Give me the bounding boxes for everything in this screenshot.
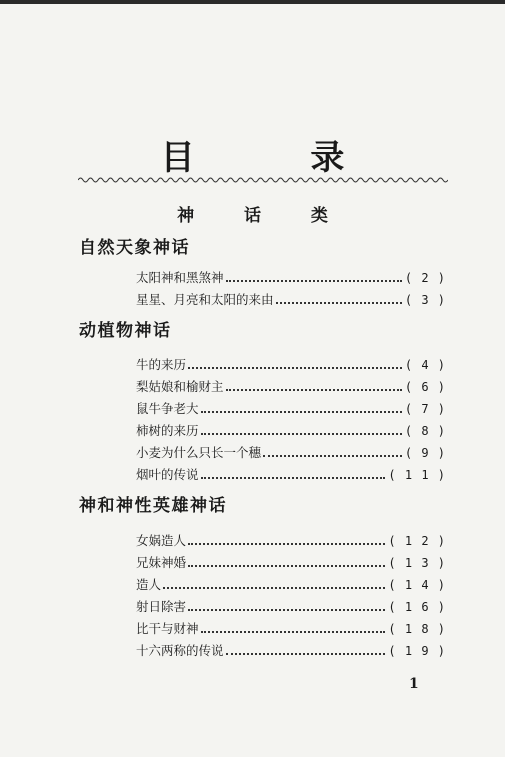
toc-entry-title: 鼠牛争老大 [136, 401, 199, 416]
category-heading: 神 话 类 [177, 206, 350, 226]
toc-entry-page: ( 1 4 ) [388, 578, 446, 592]
toc-entry[interactable] [136, 399, 446, 419]
toc-leader-dots [276, 302, 402, 304]
toc-entry-title: 十六两称的传说 [136, 643, 224, 658]
toc-entry-page: ( 6 ) [404, 380, 446, 394]
toc-entry-title: 柿树的来历 [136, 423, 199, 438]
toc-entry[interactable] [136, 575, 446, 595]
toc-leader-dots [201, 411, 402, 413]
page-title: 目 录 [160, 138, 397, 178]
toc-entry-title: 牛的来历 [136, 357, 187, 372]
toc-entry-title: 小麦为什么只长一个穗 [136, 445, 262, 460]
toc-entry-page: ( 2 ) [404, 271, 446, 285]
toc-entry-title: 星星、月亮和太阳的来由 [136, 292, 274, 307]
toc-entry-page: ( 8 ) [404, 424, 446, 438]
page-top-edge [0, 0, 505, 4]
toc-entry[interactable] [136, 597, 446, 617]
page-number-mark: 1 [409, 676, 419, 692]
toc-entry-page: ( 1 1 ) [388, 468, 446, 482]
toc-entry[interactable] [136, 619, 446, 639]
toc-entry[interactable] [136, 377, 446, 397]
toc-entry-title: 女娲造人 [136, 533, 187, 548]
toc-leader-dots [188, 367, 402, 369]
toc-entry-title: 太阳神和黑煞神 [136, 270, 224, 285]
toc-leader-dots [226, 280, 402, 282]
toc-leader-dots [226, 389, 402, 391]
toc-entry-title: 造人 [136, 577, 162, 592]
toc-leader-dots [188, 565, 385, 567]
toc-entry[interactable] [136, 268, 446, 288]
toc-entry[interactable] [136, 641, 446, 661]
toc-entry[interactable] [136, 443, 446, 463]
toc-entry-title: 比干与财神 [136, 621, 199, 636]
toc-entry[interactable] [136, 531, 446, 551]
toc-leader-dots [201, 433, 402, 435]
toc-leader-dots [188, 609, 385, 611]
toc-entry[interactable] [136, 355, 446, 375]
toc-entry-title: 射日除害 [136, 599, 187, 614]
toc-entry-page: ( 1 8 ) [388, 622, 446, 636]
toc-entry[interactable] [136, 465, 446, 485]
section-heading-gods-heroes: 神和神性英雄神话 [79, 496, 227, 516]
toc-entry-page: ( 1 3 ) [388, 556, 446, 570]
toc-leader-dots [201, 631, 386, 633]
toc-leader-dots [188, 543, 385, 545]
toc-entry[interactable] [136, 290, 446, 310]
section-heading-natural-phenomena: 自然天象神话 [79, 238, 190, 258]
toc-entry-page: ( 4 ) [404, 358, 446, 372]
toc-entry[interactable] [136, 421, 446, 441]
toc-leader-dots [201, 477, 386, 479]
toc-entry-page: ( 1 2 ) [388, 534, 446, 548]
toc-leader-dots [163, 587, 385, 589]
toc-entry-title: 烟叶的传说 [136, 467, 199, 482]
toc-leader-dots [263, 455, 402, 457]
section-heading-animals-plants: 动植物神话 [79, 321, 172, 341]
toc-entry-page: ( 3 ) [404, 293, 446, 307]
toc-entry-page: ( 1 6 ) [388, 600, 446, 614]
toc-entry-page: ( 7 ) [404, 402, 446, 416]
toc-entry-page: ( 1 9 ) [388, 644, 446, 658]
toc-entry-title: 兄妹神婚 [136, 555, 187, 570]
toc-entry-page: ( 9 ) [404, 446, 446, 460]
toc-leader-dots [226, 653, 386, 655]
title-wavy-rule [78, 176, 448, 184]
toc-entry-title: 梨姑娘和榆财主 [136, 379, 224, 394]
toc-entry[interactable] [136, 553, 446, 573]
